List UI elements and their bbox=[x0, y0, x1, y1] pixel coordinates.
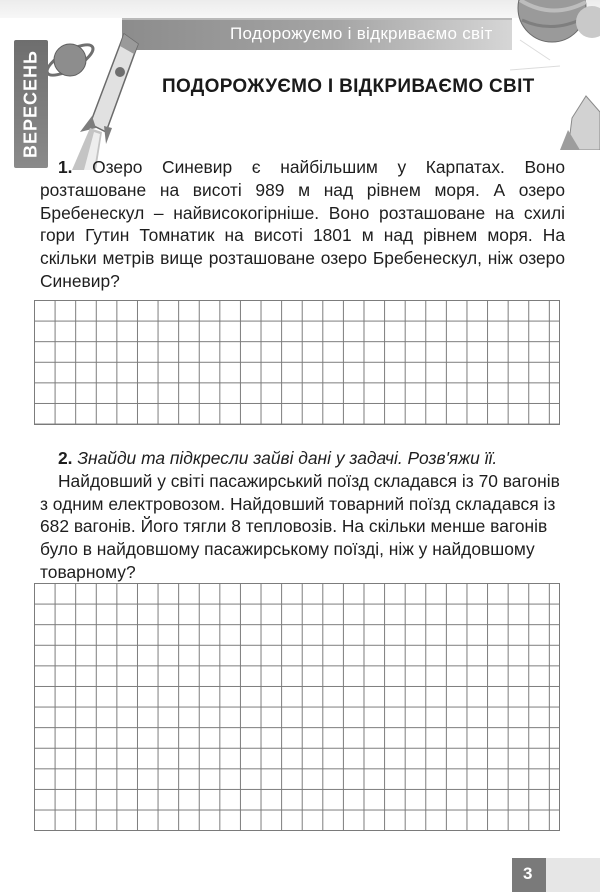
month-tab bbox=[14, 40, 48, 168]
page-number: 3 bbox=[523, 864, 533, 883]
running-title: Подорожуємо і відкриваємо світ bbox=[230, 24, 493, 43]
running-header bbox=[122, 18, 512, 50]
answer-grid-2[interactable] bbox=[34, 583, 560, 831]
task-1-text: Озеро Синевир є найбільшим у Карпатах. Воно розташоване на висоті 989 м над рівнем моря. А озеро Бребенескул – найвисокогірніше. Воно розташоване на схилі гори Гутин Томнатик на висоті 1801 м над рівнем моря. На скільки метрів вище розташоване озеро Бребенескул, ніж озеро Синевир? bbox=[40, 157, 565, 291]
task-1 bbox=[40, 156, 565, 293]
task-2-instruction: Знайди та підкресли зайві дані у задачі. Розв'яжи її. bbox=[77, 448, 498, 468]
task-2 bbox=[40, 447, 565, 584]
task-2-number: 2. bbox=[58, 448, 73, 468]
task-1-number: 1. bbox=[58, 157, 73, 177]
page-number-tab bbox=[512, 858, 600, 892]
answer-grid-1[interactable] bbox=[34, 300, 560, 425]
task-2-text: Найдовший у світі пасажирський поїзд складався із 70 вагонів з одним електровозом. Найдовший товарний поїзд складався із 682 вагонів. Його тягли 8 тепловозів. На скільки менше вагонів було в найдовшому пасажирському поїзді, ніж у найдовшому товарному? bbox=[40, 470, 560, 582]
rocket-illustration bbox=[40, 20, 140, 170]
month-label: ВЕРЕСЕНЬ bbox=[20, 50, 41, 158]
page-title: ПОДОРОЖУЄМО І ВІДКРИВАЄМО СВІТ bbox=[162, 76, 535, 97]
